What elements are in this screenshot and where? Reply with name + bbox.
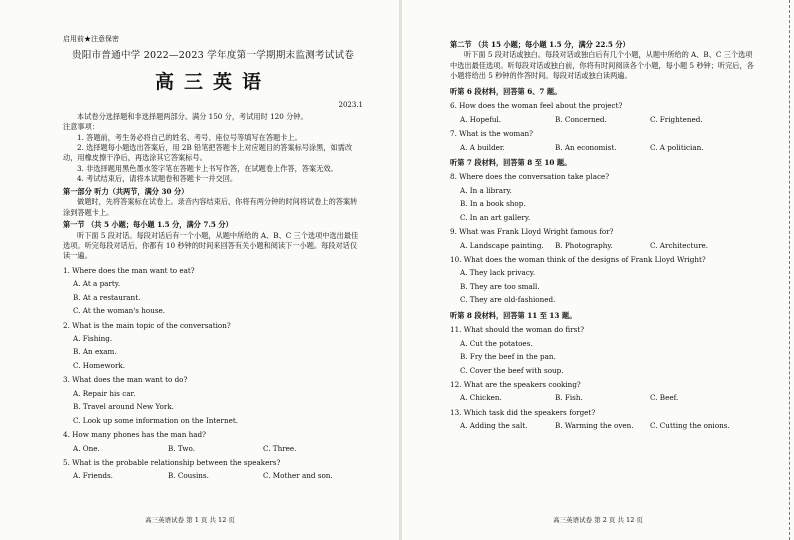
scan-edge: [781, 0, 790, 540]
option-6b: B. Concerned.: [555, 114, 607, 124]
option-2b: B. An exam.: [73, 347, 117, 357]
left-column: [63, 24, 363, 482]
option-11a: A. Cut the potatoes.: [460, 338, 533, 348]
option-7a: A. A builder.: [460, 142, 505, 152]
intro-text: 本试卷分选择题和非选择题两部分。满分 150 分，考试用时 120 分钟。: [77, 111, 308, 121]
question-2: 2. What is the main topic of the conversation?: [63, 320, 231, 330]
options-5: [63, 471, 363, 481]
option-5a: A. Friends.: [73, 471, 113, 481]
section1-heading: 第一节 （共 5 小题；每小题 1.5 分，满分 7.5 分）: [63, 220, 233, 230]
material-7-heading: 听第 7 段材料，回答第 8 至 10 题。: [450, 157, 572, 167]
material-6-heading: 听第 6 段材料，回答第 6、7 题。: [450, 86, 562, 96]
option-13a: A. Adding the salt.: [460, 421, 528, 431]
right-column: [450, 38, 756, 432]
option-13c: C. Cutting the onions.: [650, 421, 730, 431]
section1-instructions: 听下面 5 段对话。每段对话后有一个小题，从题中所给的 A、B、C 三个选项中选出最佳选项。听完每段对话后，你都有 10 秒钟的时间来回答有关小题和阅读下一小题。每段对话仅读一遍。: [63, 230, 359, 261]
option-4c: C. Three.: [263, 443, 297, 453]
options-12: [450, 393, 756, 403]
question-3: 3. What does the man want to do?: [63, 375, 188, 385]
confidential-label: 启用前★注意保密: [63, 35, 119, 43]
question-13: 13. Which task did the speakers forget?: [450, 407, 596, 417]
option-4b: B. Two.: [168, 443, 196, 453]
option-9a: A. Landscape painting.: [460, 240, 544, 250]
options-4: [63, 444, 363, 454]
question-12: 12. What are the speakers cooking?: [450, 379, 581, 389]
option-2a: A. Fishing.: [73, 334, 113, 344]
exam-title: 贵阳市普通中学 2022—2023 学年度第一学期期末监测考试试卷: [71, 50, 355, 62]
question-6: 6. How does the woman feel about the project?: [450, 101, 623, 111]
options-6: [450, 115, 756, 125]
question-11: 11. What should the woman do first?: [450, 325, 585, 335]
note-4: 4. 考试结束后，请将本试题卷和答题卡一并交回。: [77, 174, 238, 184]
option-7b: B. An economist.: [555, 142, 617, 152]
options-7: [450, 143, 756, 153]
option-11b: B. Fry the beef in the pan.: [460, 352, 556, 362]
section2-instructions: 听下面 5 段对话或独白。每段对话或独白后有几个小题，从题中所给的 A、B、C 三个选项中选出最佳选项。听每段对话或独白前，你将有时间阅读各个小题，每小题 5 秒钟；听完后，各小题将给出 5 秒钟的作答时间。每段对话或独白读两遍。: [450, 50, 754, 81]
options-9: [450, 241, 756, 251]
option-10c: C. They are old-fashioned.: [460, 295, 556, 305]
option-9b: B. Photography.: [555, 240, 613, 250]
question-5: 5. What is the probable relationship between the speakers?: [63, 457, 281, 467]
notes-heading: 注意事项：: [63, 122, 99, 132]
option-7c: C. A politician.: [650, 142, 704, 152]
page-footer-right: 高三英语试卷 第 2 页 共 12 页: [553, 516, 643, 524]
options-13: [450, 421, 756, 431]
question-7: 7. What is the woman?: [450, 129, 534, 139]
question-8: 8. Where does the conversation take place?: [450, 172, 610, 182]
part1-heading: 第一部分 听力（共两节，满分 30 分）: [63, 186, 189, 196]
option-13b: B. Warming the oven.: [555, 421, 634, 431]
option-8b: B. In a book shop.: [460, 199, 526, 209]
option-4a: A. One.: [73, 443, 100, 453]
note-1: 1. 答题前，考生务必将自己的姓名、考号、座位号等填写在答题卡上。: [77, 132, 302, 142]
question-4: 4. How many phones has the man had?: [63, 430, 206, 440]
option-6c: C. Frightened.: [650, 114, 703, 124]
part1-instructions: 做题时，先将答案标在试卷上。录音内容结束后，你将有两分钟的时间将试卷上的答案转涂到答题卡上。: [63, 197, 358, 217]
section2-heading: 第二节 （共 15 小题；每小题 1.5 分，满分 22.5 分）: [450, 40, 630, 49]
option-6a: A. Hopeful.: [460, 114, 502, 124]
exam-page-right: [402, 0, 794, 540]
option-10b: B. They are too small.: [460, 281, 540, 291]
question-10: 10. What does the woman think of the designs of Frank Lloyd Wright?: [450, 255, 706, 264]
option-8a: A. In a library.: [460, 185, 512, 195]
question-9: 9. What was Frank Lloyd Wright famous for?: [450, 227, 614, 237]
option-9c: C. Architecture.: [650, 240, 709, 250]
option-3b: B. Travel around New York.: [73, 402, 174, 412]
option-12c: C. Beef.: [650, 393, 679, 403]
subject-title: 高三英语: [154, 71, 271, 94]
option-1b: B. At a restaurant.: [73, 292, 141, 302]
option-12b: B. Fish.: [555, 393, 583, 403]
material-8-heading: 听第 8 段材料，回答第 11 至 13 题。: [450, 310, 577, 320]
option-2c: C. Homework.: [73, 360, 126, 370]
option-5c: C. Mother and son.: [263, 471, 333, 481]
page-footer-left: 高三英语试卷 第 1 页 共 12 页: [145, 516, 235, 524]
note-2: 2. 选择题每小题选出答案后，用 2B 铅笔把答题卡上对应题目的答案标号涂黑，如需改动，用橡皮擦干净后，再选涂其它答案标号。: [63, 143, 353, 163]
option-11c: C. Cover the beef with soup.: [460, 365, 564, 375]
option-3a: A. Repair his car.: [73, 388, 136, 398]
note-3: 3. 非选择题用黑色墨水签字笔在答题卡上书写作答，在试题卷上作答，答案无效。: [77, 163, 338, 173]
question-1: 1. Where does the man want to eat?: [63, 265, 195, 275]
option-8c: C. In an art gallery.: [460, 212, 531, 222]
option-1c: C. At the woman's house.: [73, 306, 166, 316]
option-3c: C. Look up some information on the Internet.: [73, 415, 239, 425]
option-1a: A. At a party.: [73, 279, 121, 289]
option-10a: A. They lack privacy.: [460, 268, 536, 278]
exam-date: 2023.1: [338, 100, 363, 109]
option-12a: A. Chicken.: [460, 393, 502, 403]
option-5b: B. Cousins.: [168, 471, 209, 481]
